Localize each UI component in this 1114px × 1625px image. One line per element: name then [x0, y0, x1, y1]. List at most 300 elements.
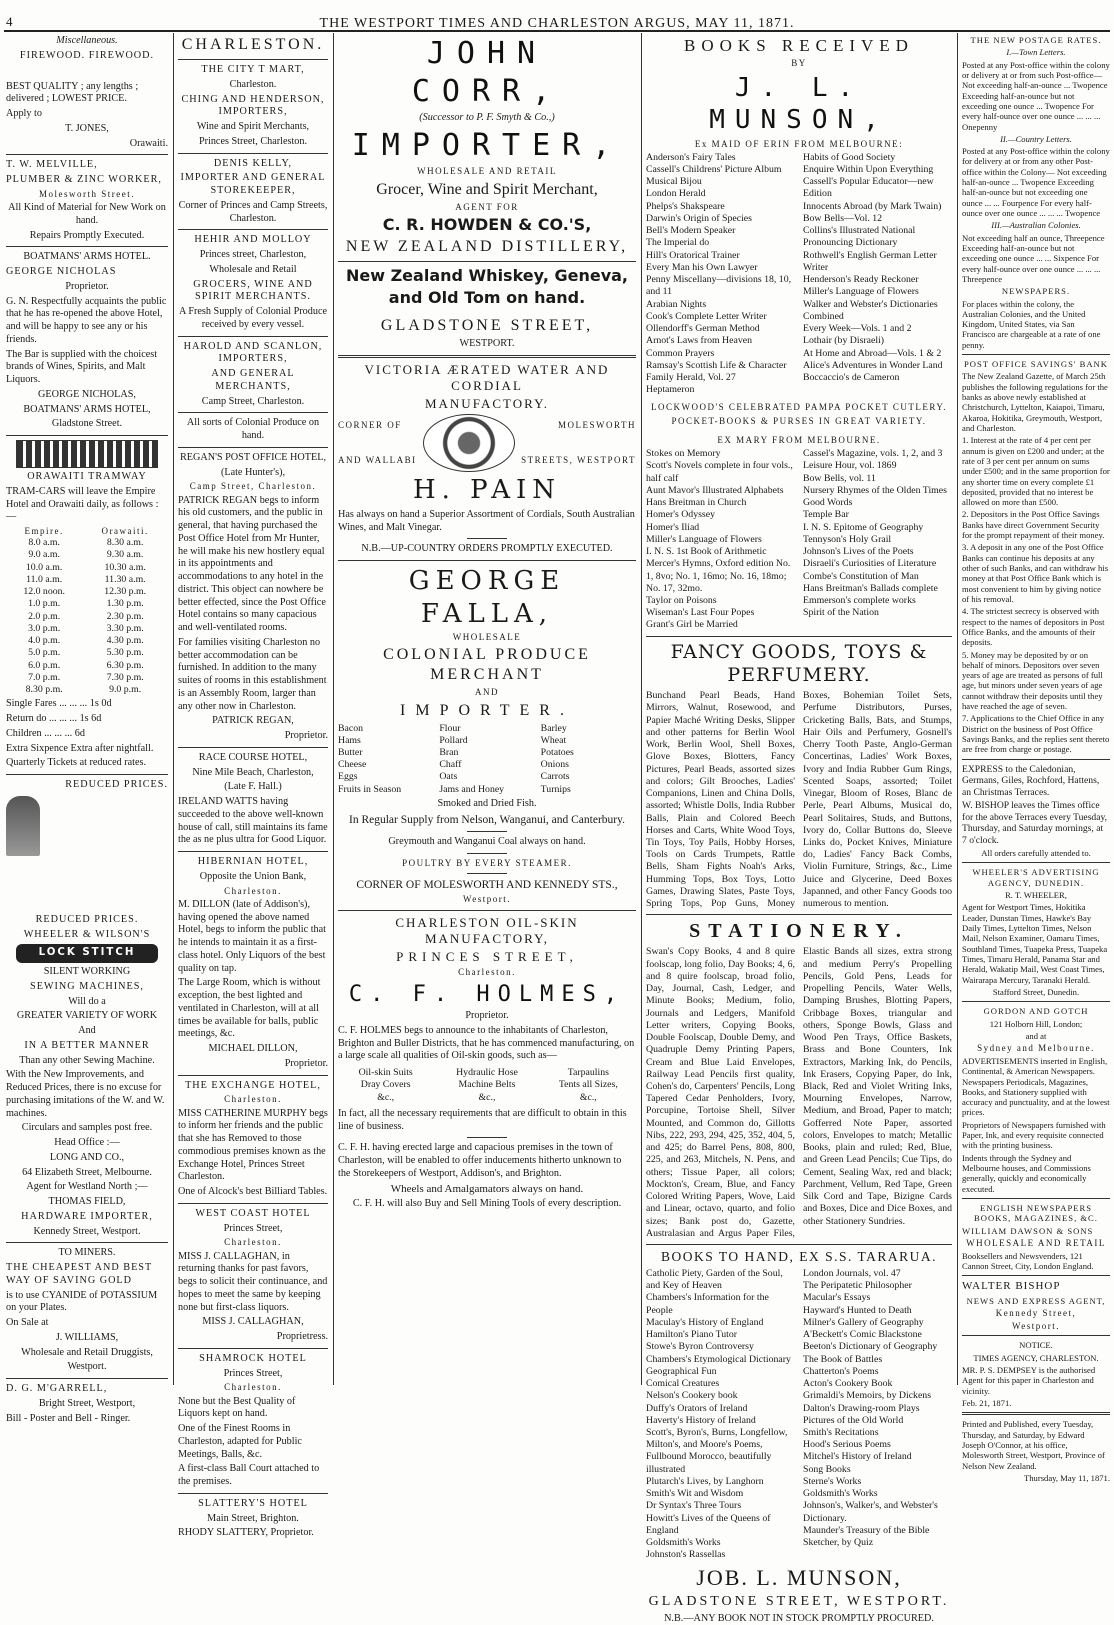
list-item: I. N. S. Epitome of Geography — [803, 521, 924, 533]
ad-text: In Regular Supply from Nelson, Wanganui, and Canterbury. — [349, 813, 625, 826]
list-item: Hood's Serious Poems — [803, 1439, 891, 1451]
ad-heading: MANUFACTORY. — [424, 396, 550, 411]
ad-text: EX MARY FROM MELBOURNE. — [717, 434, 881, 445]
table-cell: 8.0 a.m. — [28, 537, 60, 549]
ad-heading: Grocer, Wine and Spirit Merchant, — [376, 180, 598, 198]
divider — [467, 538, 507, 539]
list-item: Collins's Illustrated National Pronouncing Dictionary — [803, 225, 916, 249]
ad-heading: SHAMROCK HOTEL — [199, 1352, 307, 1364]
ad-text: Circulars and samples post free. — [21, 1122, 153, 1134]
sewing-lady-illustration — [6, 796, 40, 856]
ad-text: 3. A deposit in any one of the Post Office Banks can continue his deposits at any other of such Banks, and can withdraw his money at that Post Office Bank which is most convenient to him by giving notice of his removal. — [962, 542, 1109, 604]
list-item: Combe's Constitution of Man — [803, 570, 919, 582]
list-item: Oats — [439, 771, 458, 783]
ad-heading: ENGLISH NEWSPAPERS BOOKS, MAGAZINES, &C. — [974, 1202, 1098, 1224]
fare-line: Single Fares ... ... ... 1s 0d — [6, 698, 112, 710]
ad-text: M. DILLON (late of Addison's), having opened the above named Hotel, begs to inform the public that he intends to maintain it as a first-class hotel. Only Liquors of the best quality on tap. — [178, 898, 326, 974]
ad-text: SILENT WORKING — [43, 966, 131, 978]
ad-text: MISS CATHERINE MURPHY begs to inform her friends and the public that she has Removed to those commodious premises known as the Exchange Hotel, Princes Street Charleston. — [178, 1107, 328, 1183]
ad-heading: STATIONERY. — [689, 920, 909, 943]
list-item: Hydraulic Hose — [456, 1067, 518, 1079]
table-cell: 9.0 a.m. — [28, 549, 60, 561]
ad-heading: NEW ZEALAND DISTILLERY, — [345, 237, 629, 255]
ad-text: WHOLESALE AND RETAIL — [417, 166, 557, 177]
ad-heading: REGAN'S POST OFFICE HOTEL, — [180, 451, 326, 463]
ad-text: (Late Hunter's), — [220, 466, 286, 478]
list-item: Goldsmith's Works — [646, 1537, 721, 1549]
table-cell: 6.30 p.m. — [106, 659, 144, 671]
divider — [962, 1001, 1110, 1002]
divider — [962, 759, 1110, 760]
ad-text: POULTRY BY EVERY STEAMER. — [402, 857, 572, 868]
table-cell: 8.30 p.m. — [25, 684, 63, 696]
list-item: Maculay's History of England — [646, 1316, 764, 1328]
list-item: Turnips — [540, 783, 571, 795]
ad-text: Indents through the Sydney and Melbourne houses, and Commissions generally, quickly and economically executed. — [962, 1152, 1091, 1194]
divider — [178, 1348, 328, 1349]
list-item: Innocents Abroad (by Mark Twain) — [803, 200, 942, 212]
ad-text: Charleston. — [224, 885, 282, 896]
list-item: Johnston's Rassellas — [646, 1549, 726, 1561]
list-item: Scott's, Byron's, Burns, Longfellow, Milton's, and Moore's Poems, Fullbound Morocco, beautifully illustrated — [646, 1426, 788, 1475]
table-cell: 6.0 p.m. — [28, 659, 61, 671]
table-cell: 10.0 a.m. — [25, 561, 63, 573]
ad-heading: HIBERNIAN HOTEL, — [197, 856, 309, 867]
ad-text: C. F. H. having erected large and capacious premises in the town of Charleston, will be enabled to offer inducements hitherto unknown to the Storekeepers of Westport, Addison's, and Brighton. — [338, 1142, 622, 1179]
ad-text: Corner of Princes and Camp Streets, Charleston. — [178, 199, 328, 224]
ad-heading: PRINCES STREET, — [396, 949, 578, 965]
ad-text: Posted at any Post-office within the colony for delivery at or from any other Post-office within the Colony— Not exceeding half-an-ounce ... Twopence Exceeding half-an-ounce but not exceeding one ounce ... ... Fourpence For every half-ounce over one ounce ... ... ... Twopence — [962, 146, 1110, 218]
table-cell: 5.0 p.m. — [28, 647, 61, 659]
ad-text: BY — [791, 58, 807, 69]
ad-heading: WHEELER'S ADVERTISING AGENCY, DUNEDIN. — [972, 867, 1100, 888]
list-item: Habits of Good Society — [803, 151, 896, 163]
list-item: Pictures of the Old World — [803, 1414, 904, 1426]
ad-text: Orawaiti. — [129, 137, 168, 149]
ad-text: Bunchand Pearl Beads, Hand Mirrors, Walnut, Rosewood, and Papier Maché Writing Desks, Slipper and other patterns for Berlin Wool Work, Berlin Wool, Shell Boxes, Glove Boxes, Blotters, Fancy Pictures, Pearl Beads, assorted sizes and colors; Gilt Brooches, Ladies' Companions, Linen and China Dolls, assorted; Whistle Dolls, India Rubber Balls, Plain and Colored Beech Horses and Carts, White Wood Toys, Tin Toys, Toy Pails, Hobby Horses, Tools on Cards Trumpets, Rattle Bells, Sham Fights Noah's Arks, Humming Tops, Box Toys, Lotto Games, Drawing Slates, Paste Toys, Spring Tops, Pop Guns, Money Boxes, Bohemian Toilet Sets, Perfume Distributors, Purses, Cricketing Balls, Bats, and Stumps, Hair Oils and Perfumery, Gosnell's Cherry Tooth Paste, Anglo-German Concertinas, Ladies' Work Boxes, Ivory and India Rubber Gum Rings, Scented Soaps, assorted; Toilet Vinegar, Bloom of Roses, Blanc de Perle, Pearl Albums, Musical do, Pearl Solitaires, Studs, and Buttons, Ivory do, Collar Buttons do, Sleeve Links do, Pocket Knives, Miniature do, Ladies' Fancy Back Combs, Violin Furniture, Strings, &c., Lime Juice and Glycerine, Deed Boxes Japanned, and other Fancy Goods too numerous to mention. — [646, 690, 952, 910]
ad-text: Ex MAID OF ERIN FROM MELBOURNE: — [694, 138, 904, 149]
ad-text: Than any other Sewing Machine. — [19, 1054, 155, 1066]
table-cell: 4.30 p.m. — [106, 635, 144, 647]
ad-heading: REDUCED PRICES. — [35, 913, 139, 925]
list-item: Lothair (by Disraeli) — [803, 335, 885, 347]
ad-text: Nine Mile Beach, Charleston, — [192, 766, 314, 778]
ad-text: AND GENERAL MERCHANTS, — [211, 368, 295, 392]
divider — [178, 747, 328, 748]
ad-text: In fact, all the necessary requirements that are difficult to obtain in this line of business. — [338, 1107, 627, 1132]
table-cell: 2.30 p.m. — [106, 610, 144, 622]
ad-text: 64 Elizabeth Street, Melbourne. — [22, 1166, 152, 1178]
ad-heading: HAROLD AND SCANLON, IMPORTERS, — [183, 340, 323, 365]
list-item: Cassell's Childrens' Picture Album — [646, 163, 782, 175]
divider — [6, 774, 168, 775]
list-item: Fruits in Season — [338, 783, 402, 795]
list-item: Hamilton's Piano Tutor — [646, 1329, 738, 1341]
list-item: Alice's Adventures in Wonder Land — [803, 359, 943, 371]
ad-text: N.B.—ANY BOOK NOT IN STOCK PROMPTLY PROCURED. — [664, 1612, 934, 1624]
ad-text: 2. Depositors in the Post Office Savings Banks have direct Government Security for the prompt repayment of their money. — [962, 509, 1105, 541]
list-item: Anderson's Fairy Tales — [646, 151, 736, 163]
column-3 — [334, 33, 640, 1385]
list-item: Bow Bells, vol. 11 — [803, 472, 876, 484]
list-item: Eggs — [338, 771, 358, 783]
column-2 — [174, 33, 332, 1539]
ad-heading: IMPORTER, — [351, 127, 623, 163]
table-cell: 2.0 p.m. — [28, 610, 61, 622]
ad-text: and at — [1025, 1030, 1047, 1041]
list-item: Nelson's Cookery book — [646, 1390, 738, 1402]
list-item: Family Herald, Vol. 27 — [646, 371, 736, 383]
ad-text: 1. Interest at the rate of 4 per cent per annum is given on £200 and under; at the rate of 3 per cent per annum on sums under £500; and in the same proportion for any shorter time on every complete £1 deposited, provided that no interest be allowed on more than £500. — [962, 435, 1110, 508]
divider — [178, 1203, 328, 1204]
ad-text: Posted at any Post-office within the colony or delivery at or from such Post-office— Not exceeding half-an-ounce ... Twopence Exceeding half-an-ounce but not exceeding one ounce ... Twopence For every half-ounce over one ounce ... ... ... Onepenny — [962, 59, 1110, 132]
table-cell: 1.0 p.m. — [28, 598, 61, 610]
ad-heading: ORAWAITI TRAMWAY — [27, 471, 147, 482]
list-item: Wiseman's Last Four Popes — [646, 607, 755, 619]
list-item: &c., — [478, 1091, 496, 1103]
divider — [646, 914, 952, 915]
ad-heading: THE CITY T MART, — [201, 64, 305, 75]
tram-timetable — [6, 526, 168, 696]
ad-text: All orders carefully attended to. — [981, 848, 1091, 859]
ad-name: GEORGE NICHOLAS, — [38, 388, 136, 400]
ad-text: Will do a — [68, 995, 106, 1007]
ad-name: R. T. WHEELER, — [1005, 890, 1067, 901]
ad-text: BOATMANS' ARMS HOTEL, — [23, 403, 151, 415]
divider — [467, 831, 507, 832]
divider — [467, 853, 507, 854]
list-item: Flour — [439, 722, 461, 734]
ad-text: Charleston. — [229, 78, 277, 90]
produce-list — [338, 723, 636, 796]
list-item: Cook's Complete Letter Writer — [646, 310, 767, 322]
ad-text: Has always on hand a Superior Assortment of Cordials, South Australian Wines, and Malt Vinegar. — [338, 508, 635, 533]
ad-heading: D. G. M'GARRELL, — [6, 1383, 108, 1395]
ad-text: Apply to — [6, 108, 42, 119]
ad-text: Stafford Street, Dunedin. — [992, 986, 1080, 997]
ad-text: Bright Street, Westport, — [38, 1397, 136, 1409]
ad-heading: IMPORTER. — [400, 701, 574, 719]
section-heading: Miscellaneous. — [56, 35, 118, 46]
list-item: Cassel's Magazine, vols. 1, 2, and 3 — [803, 448, 943, 460]
ad-text: Agent for Westport Times, Hokitika Leader, Dunstan Times, Hawke's Bay Daily Times, Lyttelton Times, Nelson Mail, Nelson Examiner, Oamaru Times, Southland Times, Tuapeka Press, Tuapeka Times, Timaru Herald, Panama Star and Herald, Wakatip Mail, West Coast Times, Wairarapa Mercury, Taranaki Herald. — [962, 902, 1108, 985]
divider — [6, 154, 168, 155]
ad-heading: CHING AND HENDERSON, IMPORTERS, — [181, 93, 325, 118]
list-item: Beeton's Dictionary of Geography — [803, 1341, 938, 1353]
list-item: Johnson's Lives of the Poets — [803, 546, 914, 558]
divider — [178, 1493, 328, 1494]
ad-heading: New Zealand Whiskey, Geneva, — [345, 265, 628, 285]
ad-text: 121 Holborn Hill, London; — [989, 1018, 1083, 1029]
ad-text: POCKET-BOOKS & PURSES IN GREAT VARIETY. — [671, 415, 927, 426]
ad-text: AND — [475, 687, 499, 698]
divider — [467, 873, 507, 874]
divider — [338, 560, 636, 561]
list-item: A'Beckett's Comic Blackstone — [803, 1329, 922, 1341]
divider — [178, 153, 328, 154]
ad-heading: SLATTERY'S HOTEL — [198, 1497, 308, 1509]
ad-text: Proprietor. — [284, 730, 328, 741]
ad-text: LOCKWOOD'S CELEBRATED PAMPA POCKET CUTLERY. — [651, 402, 947, 413]
divider — [6, 1378, 168, 1379]
ad-text: Proprietor. — [284, 1057, 328, 1069]
list-item: Henderson's Ready Reckoner — [803, 274, 919, 286]
ad-heading: TIMES AGENCY, CHARLESTON. — [973, 1352, 1099, 1363]
list-item: Hams — [338, 734, 361, 746]
ad-text: None but the Best Quality of Liquors kept on hand. — [178, 1395, 296, 1420]
ad-text: ADVERTISEMENTS inserted in English, Continental, & American Newspapers. Newspapers Periodicals, Magazines, Books, and Stationery supplied with accuracy and punctuality, and at the lowest prices. — [962, 1055, 1110, 1118]
ad-heading: BOOKS TO HAND, EX S.S. TARARUA. — [660, 1249, 938, 1265]
ad-text: G. N. Respectfully acquaints the public that he has re-opened the above Hotel, and will be happy to see any or his friends. — [6, 295, 167, 345]
ad-name: MISS J. CALLAGHAN, — [202, 1316, 304, 1328]
ad-text: Feb. 21, 1871. — [962, 1398, 1012, 1408]
ad-heading: CHARLESTON OIL-SKIN MANUFACTORY, — [395, 914, 579, 946]
ad-heading: PLUMBER & ZINC WORKER, — [6, 174, 162, 185]
ad-name: THOMAS FIELD, — [48, 1196, 126, 1208]
ad-text: Kennedy Street, Westport. — [33, 1225, 141, 1237]
list-item: &c., — [579, 1091, 597, 1103]
ad-text: Agent for Westland North ;— — [26, 1181, 148, 1193]
ad-heading: DENIS KELLY, — [213, 157, 293, 169]
ad-text: One of the Finest Rooms in Charleston, adapted for Public Meetings, Balls, &c. — [178, 1423, 302, 1460]
list-item: Geographical Fun — [646, 1365, 717, 1377]
fare-line: Return do ... ... ... 1s 6d — [6, 713, 102, 725]
ad-text: AND WALLABI — [338, 455, 417, 466]
list-item: Howitt's Lives of the Queens of England — [646, 1512, 771, 1536]
divider — [646, 636, 952, 637]
list-item: Bran — [439, 746, 459, 758]
ad-text: CORNER OF — [338, 420, 402, 430]
list-item: Machine Belts — [458, 1079, 516, 1091]
ad-heading: C. R. HOWDEN & CO.'S, — [382, 214, 592, 234]
sub-heading: III.—Australian Colonies. — [991, 220, 1081, 231]
oilskin-goods-list — [338, 1067, 636, 1104]
ad-heading: and Old Tom on hand. — [388, 287, 586, 307]
tram-illustration — [16, 440, 158, 468]
divider — [338, 910, 636, 911]
divider — [338, 355, 636, 358]
divider — [962, 1412, 1110, 1415]
divider — [646, 1244, 952, 1245]
ad-heading: HEHIR AND MOLLOY — [194, 234, 312, 246]
list-item: Aunt Mavor's Illustrated Alphabets — [646, 484, 784, 496]
ad-text: 4. The strictest secrecy is observed with respect to the names of depositors in Post Office Banks, and the amounts of their deposits. — [962, 606, 1105, 648]
list-item: Musical Bijou — [646, 176, 702, 188]
list-item: Oil-skin Suits — [358, 1067, 413, 1079]
list-item: Goldsmith's Works — [803, 1488, 878, 1500]
divider — [962, 862, 1110, 863]
list-item: Nursery Rhymes of the Olden Times — [803, 484, 947, 496]
ad-text: A first-class Ball Court attached to the premises. — [178, 1463, 320, 1487]
divider — [178, 336, 328, 337]
ad-text: Charleston. — [224, 1237, 282, 1248]
ad-heading: BOATMANS' ARMS HOTEL. — [23, 251, 151, 263]
list-item: Chaff — [439, 759, 462, 771]
ad-text: Wholesale and Retail — [209, 263, 297, 275]
newspaper-title: THE WESTPORT TIMES AND CHARLESTON ARGUS, MAY 11, 1871. — [319, 16, 795, 31]
table-cell: 8.30 a.m. — [106, 537, 144, 549]
ad-heading: JOHN CORR, — [411, 36, 563, 109]
list-item: Tents all Sizes, — [558, 1079, 618, 1091]
list-item: Smith's Wit and Wisdom — [646, 1488, 744, 1500]
ad-text: Repairs Promptly Executed. — [29, 229, 145, 241]
ad-name: J. WILLIAMS, — [55, 1331, 119, 1343]
ad-text: Proprietors of Newspapers furnished with Paper, Ink, and every requisite connected with the printing business. — [962, 1119, 1106, 1151]
ad-heading: WEST COAST HOTEL — [195, 1207, 311, 1219]
ad-text: Wine and Spirit Merchants, — [196, 121, 310, 132]
list-item: Cassell's Popular Educator—new Edition — [803, 176, 934, 200]
ad-heading: FIREWOOD. FIREWOOD. — [19, 49, 155, 61]
list-item: The Book of Battles — [803, 1353, 883, 1365]
ad-heading: GLADSTONE STREET, — [380, 316, 594, 334]
ad-text: BEST QUALITY ; any lengths ; delivered ; LOWEST PRICE. — [6, 80, 139, 105]
ad-text: Booksellers and Newsvenders, 121 Cannon Street, City, London England. — [962, 1250, 1094, 1272]
ad-heading: TO MINERS. — [58, 1247, 116, 1259]
ad-text: N.B.—UP-COUNTRY ORDERS PROMPTLY EXECUTED. — [361, 543, 613, 555]
list-item: Butter — [338, 746, 363, 758]
ad-text: With the New Improvements, and Reduced Prices, there is no excuse for purchasing imitations of the W. and W. machines. — [6, 1069, 165, 1119]
book-list — [646, 152, 952, 397]
ad-text: Kennedy Street, — [995, 1307, 1077, 1318]
ad-text: HARDWARE IMPORTER, — [21, 1210, 153, 1222]
list-item: Potatoes — [540, 746, 574, 758]
book-list — [646, 1268, 952, 1562]
list-item: Barley — [540, 722, 567, 734]
ad-text: Main Street, Brighton. — [207, 1512, 299, 1524]
list-item: At Home and Abroad—Vols. 1 & 2 — [803, 347, 942, 359]
list-item: Plutarch's Lives, by Langhorn — [646, 1475, 764, 1487]
table-cell: 7.0 p.m. — [28, 671, 61, 683]
table-cell: 1.30 p.m. — [106, 598, 144, 610]
list-item: Dray Covers — [360, 1079, 411, 1091]
divider — [962, 1335, 1110, 1336]
ad-text: Not exceeding half an ounce, Threepence Exceeding half-an-ounce but not exceeding one ounce ... ... Sixpence For every half-ounce over one ounce ... ... ... Threepence — [962, 232, 1105, 284]
divider — [6, 1242, 168, 1243]
ad-text: Charleston. — [224, 1382, 282, 1393]
ad-heading: COLONIAL PRODUCE MERCHANT — [383, 646, 591, 684]
list-item: Grimaldi's Memoirs, by Dickens — [803, 1390, 932, 1402]
list-item: Tennyson's Holy Grail — [803, 533, 892, 545]
ad-heading: WHEELER & WILSON'S — [23, 928, 151, 940]
table-cell: 9.30 a.m. — [106, 549, 144, 561]
ad-text: For places within the colony, the Australian Colonies, and the United Kingdom, United States, via San Francisco are chargeable at a rate of one penny. — [962, 298, 1101, 350]
divider — [338, 261, 636, 262]
divider — [467, 1137, 507, 1138]
divider — [178, 851, 328, 852]
ad-text: Proprietor. — [465, 1010, 509, 1022]
list-item: Tarpaulins — [567, 1067, 609, 1079]
ad-heading: H. PAIN — [412, 475, 562, 506]
list-item: Jams and Honey — [439, 783, 505, 795]
list-item: Comical Creatures — [646, 1378, 720, 1390]
ad-heading: GEORGE FALLA, — [408, 566, 566, 629]
divider — [962, 1198, 1110, 1199]
ad-text: AGENT FOR — [455, 201, 519, 212]
ad-text: WHOLESALE AND RETAIL — [966, 1237, 1106, 1248]
ad-text: Princes Street, — [223, 1367, 283, 1379]
lockstitch-logo: LOCK STITCH — [16, 944, 158, 963]
list-item: Mercer's Hymns, Oxford edition No. 1, 8vo; No. 1, 16mo; No. 16, 18mo; No. 17, 32mo. — [646, 558, 791, 594]
ad-text: MOLESWORTH — [558, 420, 636, 430]
table-cell: 3.0 p.m. — [28, 622, 61, 634]
list-item: Acton's Cookery Book — [803, 1378, 893, 1390]
list-item: Johnson's, Walker's, and Webster's Dictionary. — [803, 1500, 938, 1524]
table-cell: 12.30 p.m. — [104, 586, 147, 598]
imprint: Printed and Published, every Tuesday, Thursday, and Saturday, by Edward Joseph O'Connor, at his office, Molesworth Street, Westport, Province of Nelson New Zealand. — [962, 1419, 1105, 1471]
ad-text: RHODY SLATTERY, Proprietor. — [178, 1527, 314, 1539]
list-item: Haverty's History of Ireland — [646, 1414, 756, 1426]
table-header: Empire. — [24, 526, 64, 536]
list-item: Spirit of the Nation — [803, 607, 879, 619]
masthead-rule — [4, 30, 1110, 32]
ad-text: Molesworth Street. — [39, 188, 135, 199]
list-item: Grant's Girl be Married — [646, 619, 738, 631]
ad-text: NEWS AND EXPRESS AGENT, — [966, 1295, 1106, 1306]
list-item: Boccaccio's de Cameron — [803, 371, 900, 383]
list-item: Catholic Piety, Garden of the Soul, and Key of Heaven — [646, 1267, 783, 1292]
ad-text: All Kind of Material for New Work on hand. — [8, 202, 166, 226]
sub-heading: II.—Country Letters. — [1000, 133, 1072, 144]
list-item: Bow Bells—Vol. 12 — [803, 212, 883, 224]
masthead — [0, 8, 1114, 30]
list-item: Pollard — [439, 734, 468, 746]
ad-text: Head Office :— — [54, 1137, 120, 1149]
ad-text: Smoked and Dried Fish. — [437, 797, 537, 809]
table-cell: 11.0 a.m. — [26, 573, 63, 585]
list-item: Smith's Recitations — [803, 1426, 879, 1438]
list-item: Chatterton's Poems — [803, 1365, 879, 1377]
list-item: Homer's Odyssey — [646, 509, 715, 521]
ad-text: TRAM-CARS will leave the Empire Hotel and Orawaiti daily, as follows :— — [6, 485, 159, 523]
fare-line: Children ... ... ... 6d — [6, 727, 85, 739]
table-cell: 3.30 p.m. — [106, 622, 144, 634]
list-item: Hans Breitman in Church — [646, 497, 747, 509]
sub-heading: I.—Town Letters. — [1006, 47, 1066, 58]
list-item: Onions — [540, 759, 569, 771]
ad-text: is to use CYANIDE of POTASSIUM on your Plates. — [6, 1289, 158, 1314]
table-cell: 5.30 p.m. — [106, 647, 144, 659]
list-item: Stowe's Byron Controversy — [646, 1341, 754, 1353]
ad-text: SEWING MACHINES, — [30, 980, 144, 992]
ad-heading: VICTORIA ÆRATED WATER AND CORDIAL — [364, 361, 610, 393]
ad-heading: C. F. HOLMES, — [348, 981, 626, 1007]
table-cell: 10.30 a.m. — [104, 561, 146, 573]
list-item: London Herald — [646, 188, 706, 200]
table-cell: 12.0 noon. — [23, 586, 65, 598]
ad-text: Wholesale and Retail Druggists, — [21, 1346, 153, 1358]
ad-text: Princes street, Charleston, — [199, 249, 307, 260]
ad-heading: NOTICE. — [1019, 1340, 1053, 1351]
divider — [6, 246, 168, 247]
column-5 — [958, 33, 1114, 1483]
ad-name: PATRICK REGAN, — [212, 715, 294, 727]
list-item: Arabian Nights — [646, 298, 707, 310]
ad-text: On Sale at — [6, 1317, 49, 1329]
table-cell: 9.0 p.m. — [109, 684, 142, 696]
ad-heading: GEORGE NICHOLAS — [6, 266, 117, 277]
imprint-date: Thursday, May 11, 1871. — [1023, 1472, 1110, 1483]
fare-line: Extra Sixpence Extra after nightfall. — [6, 742, 154, 754]
list-item: Bell's Modern Speaker — [646, 225, 736, 237]
table-cell: 7.30 p.m. — [106, 671, 144, 683]
ad-text: GROCERS, WINE AND SPIRIT MERCHANTS. — [193, 278, 313, 303]
list-item: Penny Miscellany—divisions 18, 10, and 11 — [646, 274, 792, 298]
ad-text: Princes Street, Charleston. — [198, 135, 308, 147]
fare-line: Quarterly Tickets at reduced rates. — [6, 757, 147, 769]
list-item: Stokes on Memory — [646, 448, 721, 460]
ad-text: For families visiting Charleston no better accommodation can be furnished. In addition to the many suites of rooms in this establishment is an Assembly Room, larger than any other now in Charleston. — [178, 636, 327, 712]
ad-text: 7. Applications to the Chief Office in any District on the business of Post Office Savings Banks, and the replies sent thereto are free from charge or postage. — [962, 713, 1110, 755]
